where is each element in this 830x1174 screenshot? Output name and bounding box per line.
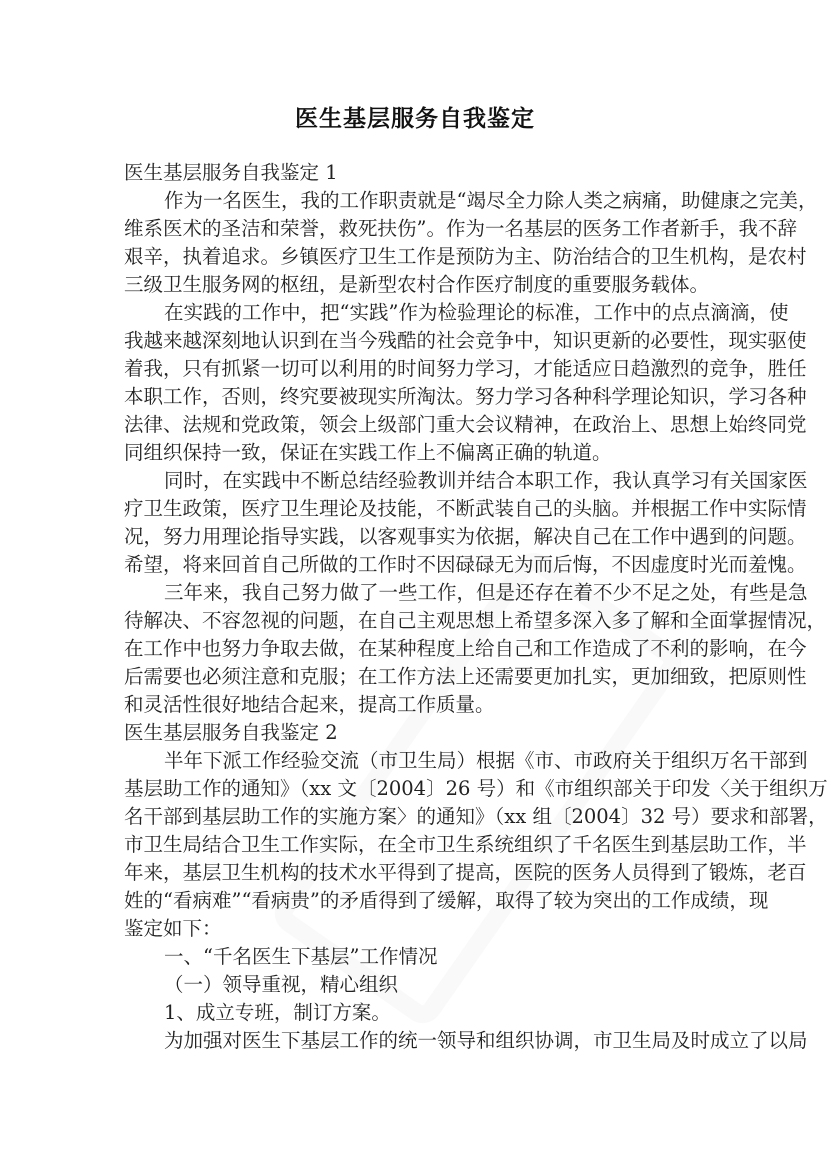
text-line: 同组织保持一致，保证在实践工作上不偏离正确的轨道。 <box>124 441 612 464</box>
text-line: 艰辛，执着追求。乡镇医疗卫生工作是预防为主、防治结合的卫生机构，是农村 <box>124 245 807 268</box>
section-heading <box>124 719 710 747</box>
section-heading <box>124 159 710 187</box>
text-line: 希望，将来回首自己所做的工作时不因碌碌无为而后悔，不因虚度时光而羞愧。 <box>124 553 807 576</box>
text-line: 和灵活性很好地结合起来，提高工作质量。 <box>124 693 495 716</box>
document-title: 医生基层服务自我鉴定 <box>295 106 535 132</box>
text-line: 市卫生局结合卫生工作实际，在全市卫生系统组织了千名医生到基层助工作，半 <box>124 833 807 856</box>
text-line: 为加强对医生下基层工作的统一领导和组织协调，市卫生局及时成立了以局 <box>164 1029 808 1052</box>
text-line: 鉴定如下： <box>124 917 222 940</box>
text-line: 1、成立专班，制订方案。 <box>164 1001 391 1024</box>
paragraph <box>124 299 807 467</box>
text-line: 维系医术的圣洁和荣誉，救死扶伤”。作为一名基层的医务工作者新手，我不辞 <box>124 217 797 240</box>
text-line: 年来，基层卫生机构的技术水平得到了提高，医院的医务人员得到了锻炼，老百 <box>124 861 807 884</box>
text-line: 三年来，我自己努力做了一些工作，但是还存在着不少不足之处，有些是急 <box>164 581 808 604</box>
text-line: 待解决、不容忽视的问题，在自己主观思想上希望多深入多了解和全面掌握情况， <box>124 609 827 632</box>
text-line: 一、“千名医生下基层”工作情况 <box>164 945 438 968</box>
paragraph <box>124 467 808 579</box>
text-line: 基层助工作的通知》（xx 文〔2004〕26 号）和《市组织部关于印发〈关于组织万 <box>124 777 828 800</box>
text-line: 三级卫生服务网的枢纽，是新型农村合作医疗制度的重要服务载体。 <box>124 273 710 296</box>
text-line: 疗卫生政策，医疗卫生理论及技能，不断武装自己的头脑。并根据工作中实际情 <box>124 497 807 520</box>
paragraph <box>124 971 710 999</box>
paragraph <box>124 579 827 719</box>
text-line: 在工作中也努力争取去做，在某种程度上给自己和工作造成了不利的影响，在今 <box>124 637 807 660</box>
text-line: 半年下派工作经验交流（市卫生局）根据《市、市政府关于组织万名干部到 <box>164 749 808 772</box>
text-line: （一）领导重视，精心组织 <box>164 973 399 996</box>
text-line: 况，努力用理论指导实践，以客观事实为依据，解决自己在工作中遇到的问题。 <box>124 525 807 548</box>
document-body <box>124 159 828 1055</box>
paragraph <box>124 999 710 1027</box>
text-line: 作为一名医生，我的工作职责就是“竭尽全力除人类之病痛，助健康之完美， <box>164 189 818 212</box>
text-line: 名干部到基层助工作的实施方案〉的通知》（xx 组〔2004〕32 号）要求和部署， <box>124 805 828 828</box>
text-line: 医生基层服务自我鉴定 2 <box>124 721 338 744</box>
paragraph <box>124 943 710 971</box>
text-line: 我越来越深刻地认识到在当今残酷的社会竞争中，知识更新的必要性，现实驱使 <box>124 329 807 352</box>
paragraph <box>124 747 828 943</box>
text-line: 同时，在实践中不断总结经验教训并结合本职工作，我认真学习有关国家医 <box>164 469 808 492</box>
text-line: 医生基层服务自我鉴定 1 <box>124 161 338 184</box>
text-line: 在实践的工作中，把“实践”作为检验理论的标准，工作中的点点滴滴，使 <box>164 301 789 324</box>
text-line: 着我，只有抓紧一切可以利用的时间努力学习，才能适应日趋激烈的竞争，胜任 <box>124 357 807 380</box>
paragraph <box>124 1027 808 1055</box>
text-line: 后需要也必须注意和克服；在工作方法上还需要更加扎实，更加细致，把原则性 <box>124 665 807 688</box>
paragraph <box>124 187 818 299</box>
text-line: 本职工作，否则，终究要被现实所淘汰。努力学习各种科学理论知识，学习各种 <box>124 385 807 408</box>
text-line: 法律、法规和党政策，领会上级部门重大会议精神，在政治上、思想上始终同党 <box>124 413 807 436</box>
text-line: 姓的“看病难”“看病贵”的矛盾得到了缓解，取得了较为突出的工作成绩，现 <box>124 889 769 912</box>
